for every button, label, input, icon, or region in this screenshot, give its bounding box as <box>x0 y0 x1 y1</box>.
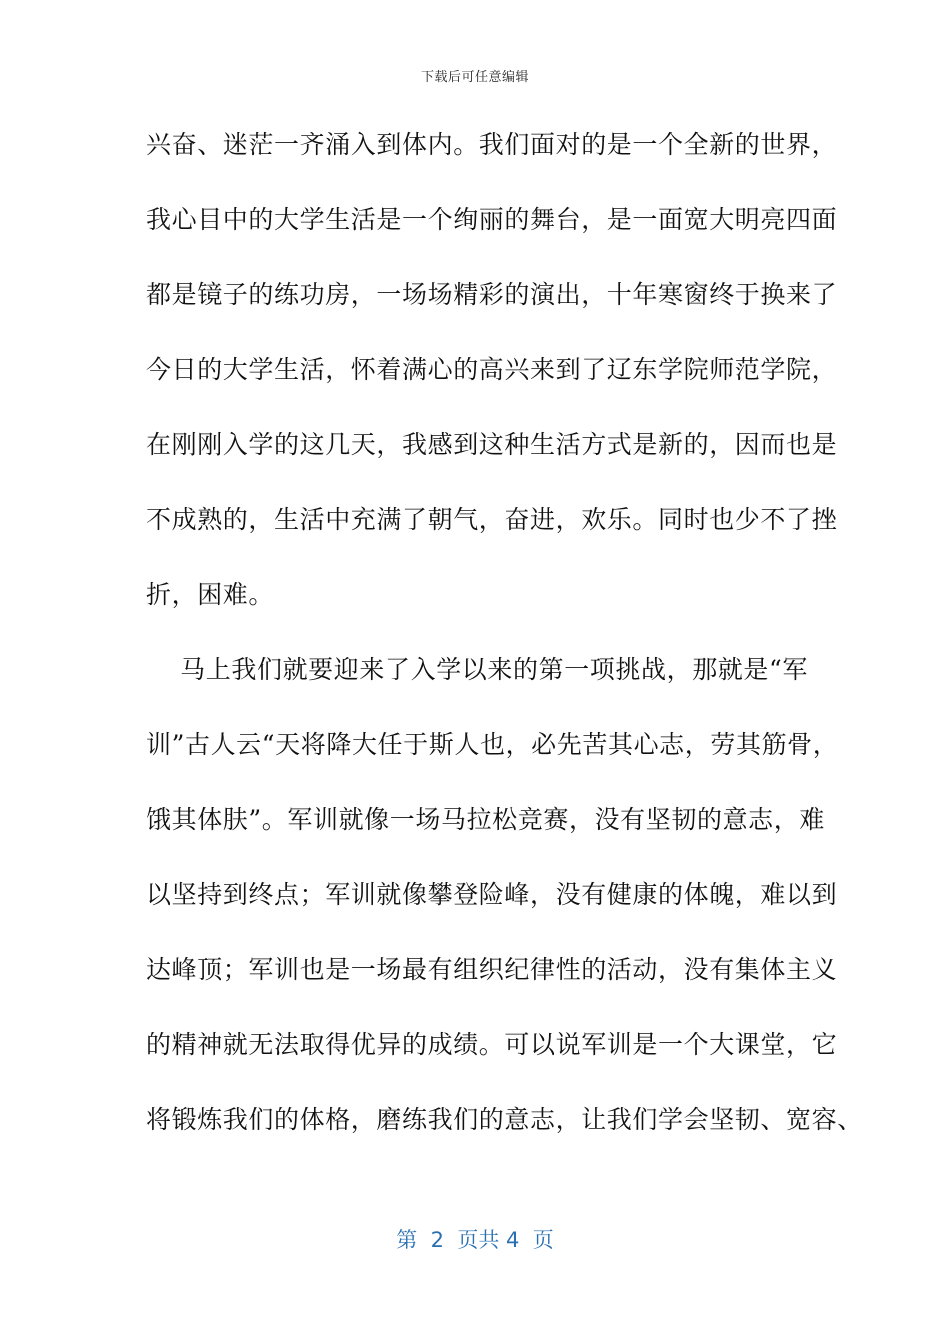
page-header-note: 下载后可任意编辑 <box>420 70 529 85</box>
text-line: 达峰顶；军训也是一场最有组织纪律性的活动，没有集体主义 <box>146 955 838 984</box>
text-line: 折，困难。 <box>146 580 275 609</box>
text-line: 饿其体肤”。军训就像一场马拉松竞赛，没有坚韧的意志，难 <box>146 805 825 834</box>
text-line: 以坚持到终点；军训就像攀登险峰，没有健康的体魄，难以到 <box>146 880 838 909</box>
text-line: 不成熟的，生活中充满了朝气，奋进，欢乐。同时也少不了挫 <box>146 505 838 534</box>
text-line: 都是镜子的练功房，一场场精彩的演出，十年寒窗终于换来了 <box>146 280 838 309</box>
page-number-footer: 第 2 页共 4 页 <box>396 1228 554 1252</box>
document-body <box>146 124 863 1174</box>
text-line: 今日的大学生活，怀着满心的高兴来到了辽东学院师范学院， <box>146 355 838 384</box>
text-line: 兴奋、迷茫一齐涌入到体内。我们面对的是一个全新的世界， <box>146 130 838 159</box>
text-line: 在刚刚入学的这几天，我感到这种生活方式是新的，因而也是 <box>146 430 838 459</box>
text-line: 我心目中的大学生活是一个绚丽的舞台，是一面宽大明亮四面 <box>146 205 838 234</box>
text-line: 将锻炼我们的体格，磨练我们的意志，让我们学会坚韧、宽容、 <box>146 1105 863 1134</box>
text-line: 训”古人云“天将降大任于斯人也，必先苦其心志，劳其筋骨， <box>146 730 839 759</box>
text-line: 的精神就无法取得优异的成绩。可以说军训是一个大课堂，它 <box>146 1030 838 1059</box>
text-line: 马上我们就要迎来了入学以来的第一项挑战，那就是“军 <box>146 655 808 684</box>
